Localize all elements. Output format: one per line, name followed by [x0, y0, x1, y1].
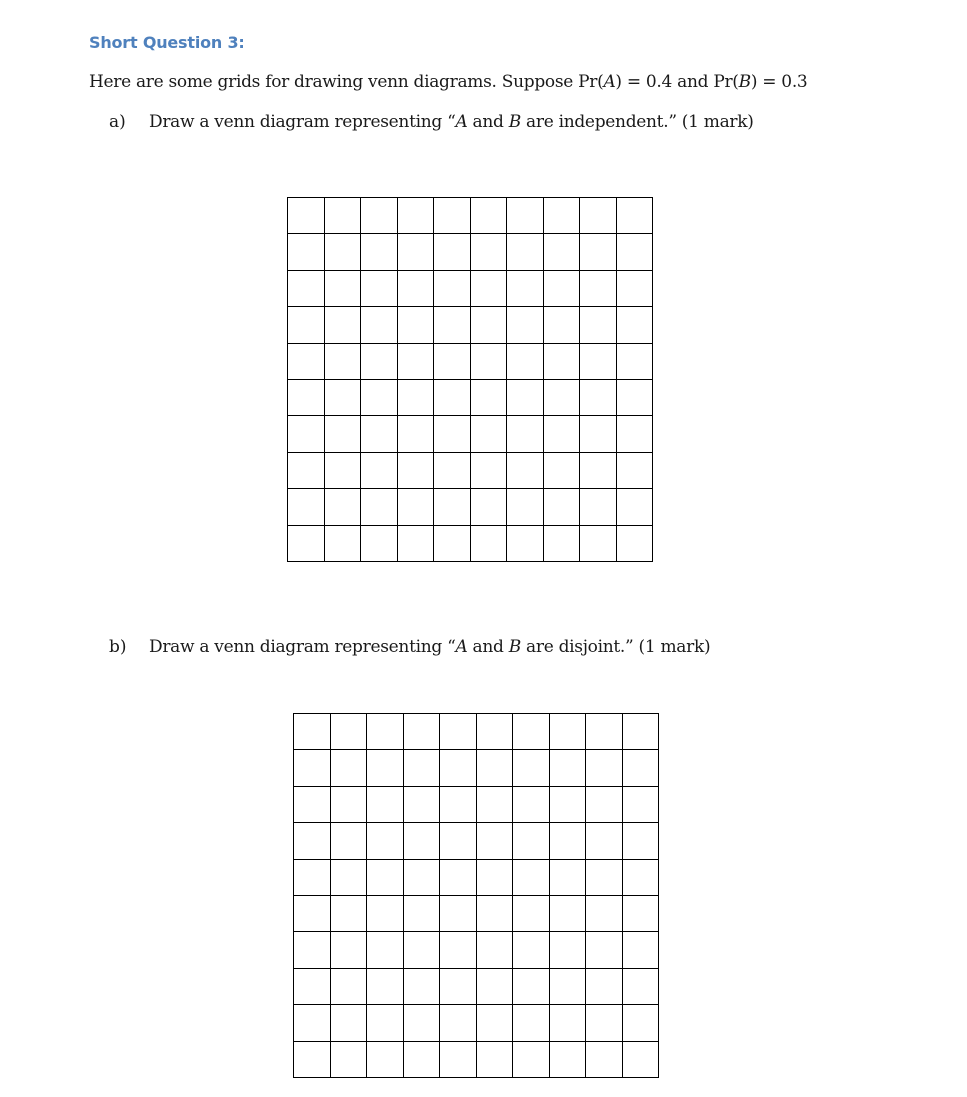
grid-cell[interactable]: [470, 415, 507, 451]
grid-cell[interactable]: [324, 488, 361, 524]
grid-cell[interactable]: [397, 197, 434, 233]
grid-cell[interactable]: [506, 452, 543, 488]
grid-cell[interactable]: [616, 525, 653, 561]
grid-cell[interactable]: [293, 822, 330, 858]
grid-cell[interactable]: [324, 306, 361, 342]
grid-cell[interactable]: [585, 895, 622, 931]
grid-cell[interactable]: [360, 525, 397, 561]
grid-cell[interactable]: [506, 525, 543, 561]
grid-cell[interactable]: [470, 306, 507, 342]
grid-cell[interactable]: [439, 1004, 476, 1040]
grid-cell[interactable]: [293, 786, 330, 822]
grid-cell[interactable]: [549, 1041, 586, 1077]
grid-cell[interactable]: [470, 197, 507, 233]
grid-cell[interactable]: [293, 968, 330, 1004]
grid-cell[interactable]: [512, 786, 549, 822]
grid-cell[interactable]: [512, 822, 549, 858]
grid-cell[interactable]: [324, 270, 361, 306]
grid-cell[interactable]: [433, 525, 470, 561]
grid-cell[interactable]: [287, 488, 324, 524]
grid-cell[interactable]: [293, 749, 330, 785]
grid-cell[interactable]: [360, 379, 397, 415]
grid-cell[interactable]: [506, 270, 543, 306]
grid-cell[interactable]: [360, 233, 397, 269]
grid-cell[interactable]: [397, 306, 434, 342]
grid-cell[interactable]: [616, 452, 653, 488]
grid-cell[interactable]: [585, 822, 622, 858]
grid-cell[interactable]: [543, 270, 580, 306]
grid-cell[interactable]: [476, 859, 513, 895]
grid-cell[interactable]: [549, 1004, 586, 1040]
grid-cell[interactable]: [439, 1041, 476, 1077]
grid-cell[interactable]: [330, 713, 367, 749]
grid-cell[interactable]: [476, 786, 513, 822]
grid-cell[interactable]: [470, 488, 507, 524]
grid-cell[interactable]: [366, 1041, 403, 1077]
grid-cell[interactable]: [512, 1041, 549, 1077]
grid-cell[interactable]: [330, 822, 367, 858]
grid-cell[interactable]: [622, 931, 659, 967]
grid-cell[interactable]: [439, 786, 476, 822]
grid-cell[interactable]: [330, 786, 367, 822]
grid-cell[interactable]: [324, 379, 361, 415]
grid-cell[interactable]: [506, 488, 543, 524]
grid-cell[interactable]: [360, 452, 397, 488]
grid-cell[interactable]: [622, 968, 659, 1004]
question-heading: Short Question 3:: [89, 33, 245, 52]
grid-cell[interactable]: [433, 452, 470, 488]
grid-cell[interactable]: [579, 270, 616, 306]
grid-cell[interactable]: [324, 525, 361, 561]
grid-cell[interactable]: [403, 931, 440, 967]
grid-cell[interactable]: [433, 379, 470, 415]
grid-cell[interactable]: [366, 786, 403, 822]
grid-cell[interactable]: [403, 968, 440, 1004]
grid-cell[interactable]: [549, 786, 586, 822]
grid-cell[interactable]: [324, 197, 361, 233]
grid-cell[interactable]: [366, 931, 403, 967]
grid-cell[interactable]: [585, 1004, 622, 1040]
grid-cell[interactable]: [512, 713, 549, 749]
grid-cell[interactable]: [366, 895, 403, 931]
grid-cell[interactable]: [470, 452, 507, 488]
grid-cell[interactable]: [360, 197, 397, 233]
grid-cell[interactable]: [360, 270, 397, 306]
grid-cell[interactable]: [403, 859, 440, 895]
part-b-text: Draw a venn diagram representing “A and B are disjoint.” (1 mark): [149, 637, 711, 657]
grid-cell[interactable]: [506, 233, 543, 269]
grid-cell[interactable]: [360, 415, 397, 451]
grid-cell[interactable]: [470, 525, 507, 561]
grid-cell[interactable]: [476, 895, 513, 931]
grid-cell[interactable]: [397, 233, 434, 269]
grid-cell[interactable]: [324, 233, 361, 269]
grid-cell[interactable]: [366, 859, 403, 895]
grid-cell[interactable]: [549, 749, 586, 785]
grid-cell[interactable]: [439, 859, 476, 895]
grid-cell[interactable]: [543, 452, 580, 488]
grid-cell[interactable]: [366, 1004, 403, 1040]
grid-cell[interactable]: [476, 822, 513, 858]
grid-cell[interactable]: [585, 786, 622, 822]
grid-cell[interactable]: [543, 343, 580, 379]
grid-cell[interactable]: [543, 233, 580, 269]
grid-cell[interactable]: [616, 343, 653, 379]
grid-cell[interactable]: [616, 233, 653, 269]
grid-cell[interactable]: [360, 488, 397, 524]
grid-cell[interactable]: [512, 968, 549, 1004]
grid-cell[interactable]: [433, 415, 470, 451]
grid-cell[interactable]: [549, 822, 586, 858]
grid-cell[interactable]: [506, 415, 543, 451]
grid-cell[interactable]: [476, 713, 513, 749]
grid-cell[interactable]: [616, 270, 653, 306]
grid-cell[interactable]: [512, 859, 549, 895]
grid-cell[interactable]: [287, 525, 324, 561]
grid-cell[interactable]: [397, 452, 434, 488]
grid-cell[interactable]: [622, 1041, 659, 1077]
grid-cell[interactable]: [579, 525, 616, 561]
grid-cell[interactable]: [439, 713, 476, 749]
venn-grid-b[interactable]: [293, 713, 659, 1078]
part-a-marker: a): [109, 112, 126, 132]
grid-cell[interactable]: [433, 306, 470, 342]
grid-cell[interactable]: [616, 197, 653, 233]
grid-cell[interactable]: [585, 968, 622, 1004]
grid-cell[interactable]: [403, 713, 440, 749]
grid-cell[interactable]: [543, 379, 580, 415]
grid-cell[interactable]: [330, 1041, 367, 1077]
grid-cell[interactable]: [616, 488, 653, 524]
grid-cell[interactable]: [585, 713, 622, 749]
grid-cell[interactable]: [330, 968, 367, 1004]
grid-cell[interactable]: [579, 197, 616, 233]
grid-cell[interactable]: [403, 749, 440, 785]
grid-cell[interactable]: [512, 895, 549, 931]
intro-text: Here are some grids for drawing venn diagrams. Suppose Pr(A) = 0.4 and Pr(B) = 0.3: [89, 72, 808, 92]
grid-cell[interactable]: [397, 488, 434, 524]
grid-cell[interactable]: [287, 379, 324, 415]
grid-cell[interactable]: [293, 895, 330, 931]
grid-cell[interactable]: [330, 1004, 367, 1040]
grid-cell[interactable]: [585, 1041, 622, 1077]
grid-cell[interactable]: [366, 713, 403, 749]
grid-cell[interactable]: [324, 452, 361, 488]
grid-cell[interactable]: [403, 786, 440, 822]
grid-cell[interactable]: [366, 822, 403, 858]
grid-cell[interactable]: [397, 270, 434, 306]
grid-cell[interactable]: [287, 233, 324, 269]
grid-cell[interactable]: [439, 895, 476, 931]
grid-cell[interactable]: [293, 1041, 330, 1077]
grid-cell[interactable]: [293, 713, 330, 749]
grid-cell[interactable]: [433, 233, 470, 269]
grid-cell[interactable]: [585, 931, 622, 967]
grid-cell[interactable]: [397, 343, 434, 379]
grid-cell[interactable]: [579, 379, 616, 415]
grid-cell[interactable]: [324, 343, 361, 379]
grid-cell[interactable]: [622, 822, 659, 858]
grid-cell[interactable]: [330, 931, 367, 967]
grid-cell[interactable]: [579, 343, 616, 379]
grid-cell[interactable]: [360, 306, 397, 342]
grid-cell[interactable]: [287, 270, 324, 306]
grid-cell[interactable]: [549, 968, 586, 1004]
part-b-marker: b): [109, 637, 127, 657]
grid-cell[interactable]: [506, 197, 543, 233]
grid-cell[interactable]: [585, 859, 622, 895]
grid-cell[interactable]: [330, 895, 367, 931]
grid-cell[interactable]: [616, 379, 653, 415]
grid-cell[interactable]: [470, 270, 507, 306]
grid-cell[interactable]: [549, 713, 586, 749]
grid-cell[interactable]: [293, 931, 330, 967]
grid-cell[interactable]: [433, 197, 470, 233]
grid-cell[interactable]: [549, 931, 586, 967]
grid-cell[interactable]: [543, 525, 580, 561]
part-a-text: Draw a venn diagram representing “A and B are independent.” (1 mark): [149, 112, 754, 132]
grid-cell[interactable]: [360, 343, 397, 379]
grid-cell[interactable]: [549, 895, 586, 931]
grid-cell[interactable]: [397, 415, 434, 451]
grid-cell[interactable]: [324, 415, 361, 451]
grid-cell[interactable]: [543, 197, 580, 233]
grid-cell[interactable]: [549, 859, 586, 895]
grid-cell[interactable]: [543, 488, 580, 524]
grid-cell[interactable]: [330, 749, 367, 785]
grid-cell[interactable]: [579, 306, 616, 342]
grid-cell[interactable]: [622, 895, 659, 931]
grid-cell[interactable]: [439, 968, 476, 1004]
grid-cell[interactable]: [579, 488, 616, 524]
grid-cell[interactable]: [470, 233, 507, 269]
grid-cell[interactable]: [439, 822, 476, 858]
grid-cell[interactable]: [287, 306, 324, 342]
grid-cell[interactable]: [512, 931, 549, 967]
grid-cell[interactable]: [543, 415, 580, 451]
grid-cell[interactable]: [470, 343, 507, 379]
grid-cell[interactable]: [476, 1004, 513, 1040]
grid-cell[interactable]: [403, 1041, 440, 1077]
grid-cell[interactable]: [476, 968, 513, 1004]
grid-cell[interactable]: [512, 1004, 549, 1040]
grid-cell[interactable]: [476, 931, 513, 967]
grid-cell[interactable]: [506, 343, 543, 379]
grid-cell[interactable]: [543, 306, 580, 342]
grid-cell[interactable]: [293, 859, 330, 895]
grid-cell[interactable]: [287, 452, 324, 488]
grid-cell[interactable]: [397, 379, 434, 415]
grid-cell[interactable]: [439, 749, 476, 785]
grid-cell[interactable]: [585, 749, 622, 785]
grid-cell[interactable]: [579, 452, 616, 488]
venn-grid-a[interactable]: [287, 197, 653, 562]
grid-cell[interactable]: [366, 968, 403, 1004]
grid-cell[interactable]: [622, 786, 659, 822]
grid-cell[interactable]: [287, 415, 324, 451]
grid-cell[interactable]: [287, 197, 324, 233]
grid-cell[interactable]: [579, 233, 616, 269]
grid-cell[interactable]: [622, 749, 659, 785]
grid-cell[interactable]: [512, 749, 549, 785]
grid-cell[interactable]: [622, 713, 659, 749]
grid-cell[interactable]: [403, 822, 440, 858]
grid-cell[interactable]: [506, 306, 543, 342]
grid-cell[interactable]: [622, 1004, 659, 1040]
grid-cell[interactable]: [506, 379, 543, 415]
grid-cell[interactable]: [616, 306, 653, 342]
grid-cell[interactable]: [439, 931, 476, 967]
grid-cell[interactable]: [397, 525, 434, 561]
grid-cell[interactable]: [433, 488, 470, 524]
grid-cell[interactable]: [293, 1004, 330, 1040]
grid-cell[interactable]: [403, 895, 440, 931]
grid-cell[interactable]: [433, 270, 470, 306]
grid-cell[interactable]: [366, 749, 403, 785]
grid-cell[interactable]: [433, 343, 470, 379]
grid-cell[interactable]: [287, 343, 324, 379]
grid-cell[interactable]: [330, 859, 367, 895]
grid-cell[interactable]: [403, 1004, 440, 1040]
grid-cell[interactable]: [476, 749, 513, 785]
grid-cell[interactable]: [622, 859, 659, 895]
grid-cell[interactable]: [470, 379, 507, 415]
grid-cell[interactable]: [476, 1041, 513, 1077]
grid-cell[interactable]: [616, 415, 653, 451]
grid-cell[interactable]: [579, 415, 616, 451]
